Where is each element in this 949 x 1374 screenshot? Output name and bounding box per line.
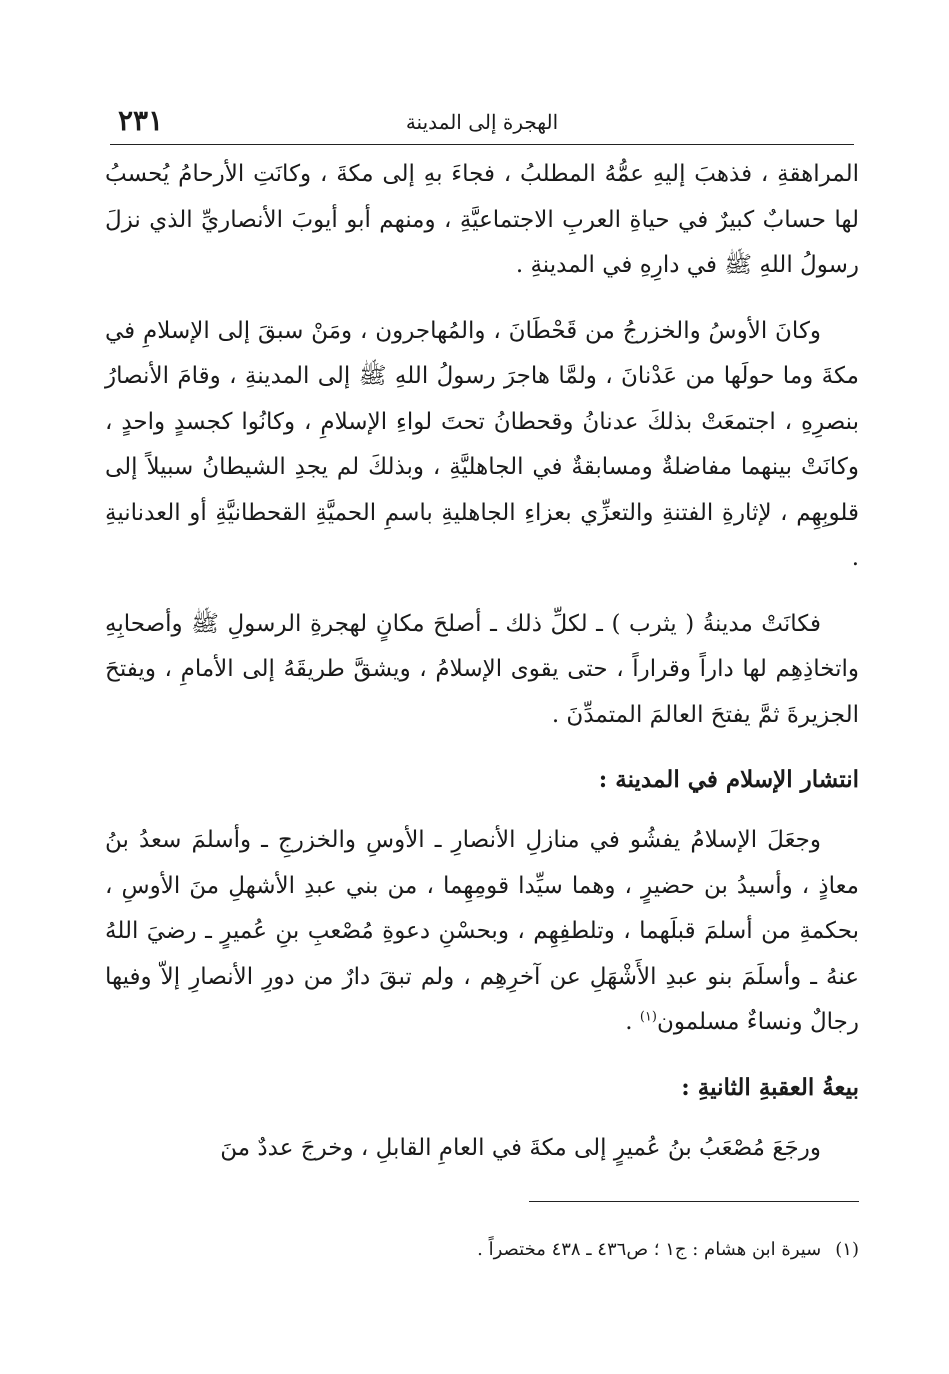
paragraph-4 [105, 818, 859, 1046]
paragraph-1: المراهقةِ ، فذهبَ إليهِ عمُّهُ المطلبُ ، فجاءَ بهِ إلى مكةَ ، وكانَتِ الأرحامُ يُحسبُ لها حسابٌ كبيرٌ في حياةِ العربِ الاجتماعيَّةِ ، ومنهم أبو أيوبَ الأنصاريِّ الذي نزلَ رسولُ اللهِ ﷺ في دارِهِ في المدينةِ . [105, 161, 859, 278]
paragraph-2: وكانَ الأوسُ والخزرجُ من قَحْطَانَ ، والمُهاجرون ، ومَنْ سبقَ إلى الإسلامِ في مكةَ وما حولَها من عَدْنانَ ، ولمَّا هاجرَ رسولُ اللهِ ﷺ إلى المدينةِ ، وقامَ الأنصارُ بنصرِهِ ، اجتمعَتْ بذلكَ عدنانُ وقحطانُ تحتَ لواءِ الإسلامِ ، وكانُوا كجسدٍ واحدٍ ، وكانَتْ بينهما مفاضلةٌ ومسابقةٌ في الجاهليَّةِ ، وبذلكَ لم يجدِ الشيطانُ سبيلاً إلى قلوبِهِم ، لإثارةِ الفتنةِ والتعزِّي بعزاءِ الجاهليةِ باسمِ الحميَّةِ القحطانيَّةِ أو العدنانيةِ . [105, 317, 860, 571]
section-heading-islam-in-madinah: انتشار الإسلام في المدينة : [598, 766, 859, 793]
paragraph-3: فكانَتْ مدينةُ ( يثرب ) ـ لكلِّ ذلك ـ أصلحَ مكانٍ لهجرةِ الرسولِ ﷺ وأصحابِهِ واتخاذِهِم لها داراً وقراراً ، حتى يقوى الإسلامُ ، ويشقَّ طريقَهُ إلى الأمامِ ، ويفتحَ الجزيرةَ ثمَّ يفتحَ العالمَ المتمدِّنَ . [105, 610, 859, 728]
paragraph-4-end: . [625, 1009, 640, 1035]
section-heading-second-aqaba: بيعةُ العقبةِ الثانيةِ : [681, 1073, 859, 1101]
footnote-divider [529, 1201, 859, 1202]
paragraph-5: ورجَعَ مُصْعَبُ بنُ عُميرٍ إلى مكةَ في العامِ القابلِ ، وخرجَ عددٌ منَ [220, 1134, 821, 1161]
footnote [105, 1235, 859, 1265]
running-title: الهجرة إلى المدينة [405, 110, 559, 134]
paragraph-4-text: وجعَلَ الإسلامُ يفشُو في منازلِ الأنصارِ ـ الأوسِ والخزرجِ ـ وأسلمَ سعدُ بنُ معاذٍ ، وأسيدُ بن حضيرٍ ، وهما سيِّدا قومِهِما ، من بني عبدِ الأشهلِ منَ الأوسِ ، بحكمةِ من أسلمَ قبلَهما ، وتلطفِهِم ، وبحسْنِ دعوةِ مُصْعبِ بنِ عُميرٍ ـ رضيَ اللهُ عنهُ ـ وأسلَمَ بنو عبدِ الأَشْهَلِ عن آخرِهِم ، ولم تبقَ دارٌ من دورِ الأنصارِ إلاّ وفيها رجالٌ ونساءٌ مسلمون [105, 827, 859, 1035]
page-number: ٢٣١ [118, 104, 164, 137]
footnote-marker: (١) [835, 1239, 859, 1260]
footnote-text: سيرة ابن هشام : ج١ ؛ ص٤٣٦ ـ ٤٣٨ مختصراً . [477, 1239, 822, 1260]
page-header [110, 100, 854, 145]
footnote-reference[interactable]: (١) [639, 1009, 657, 1025]
page-body [105, 152, 859, 1191]
